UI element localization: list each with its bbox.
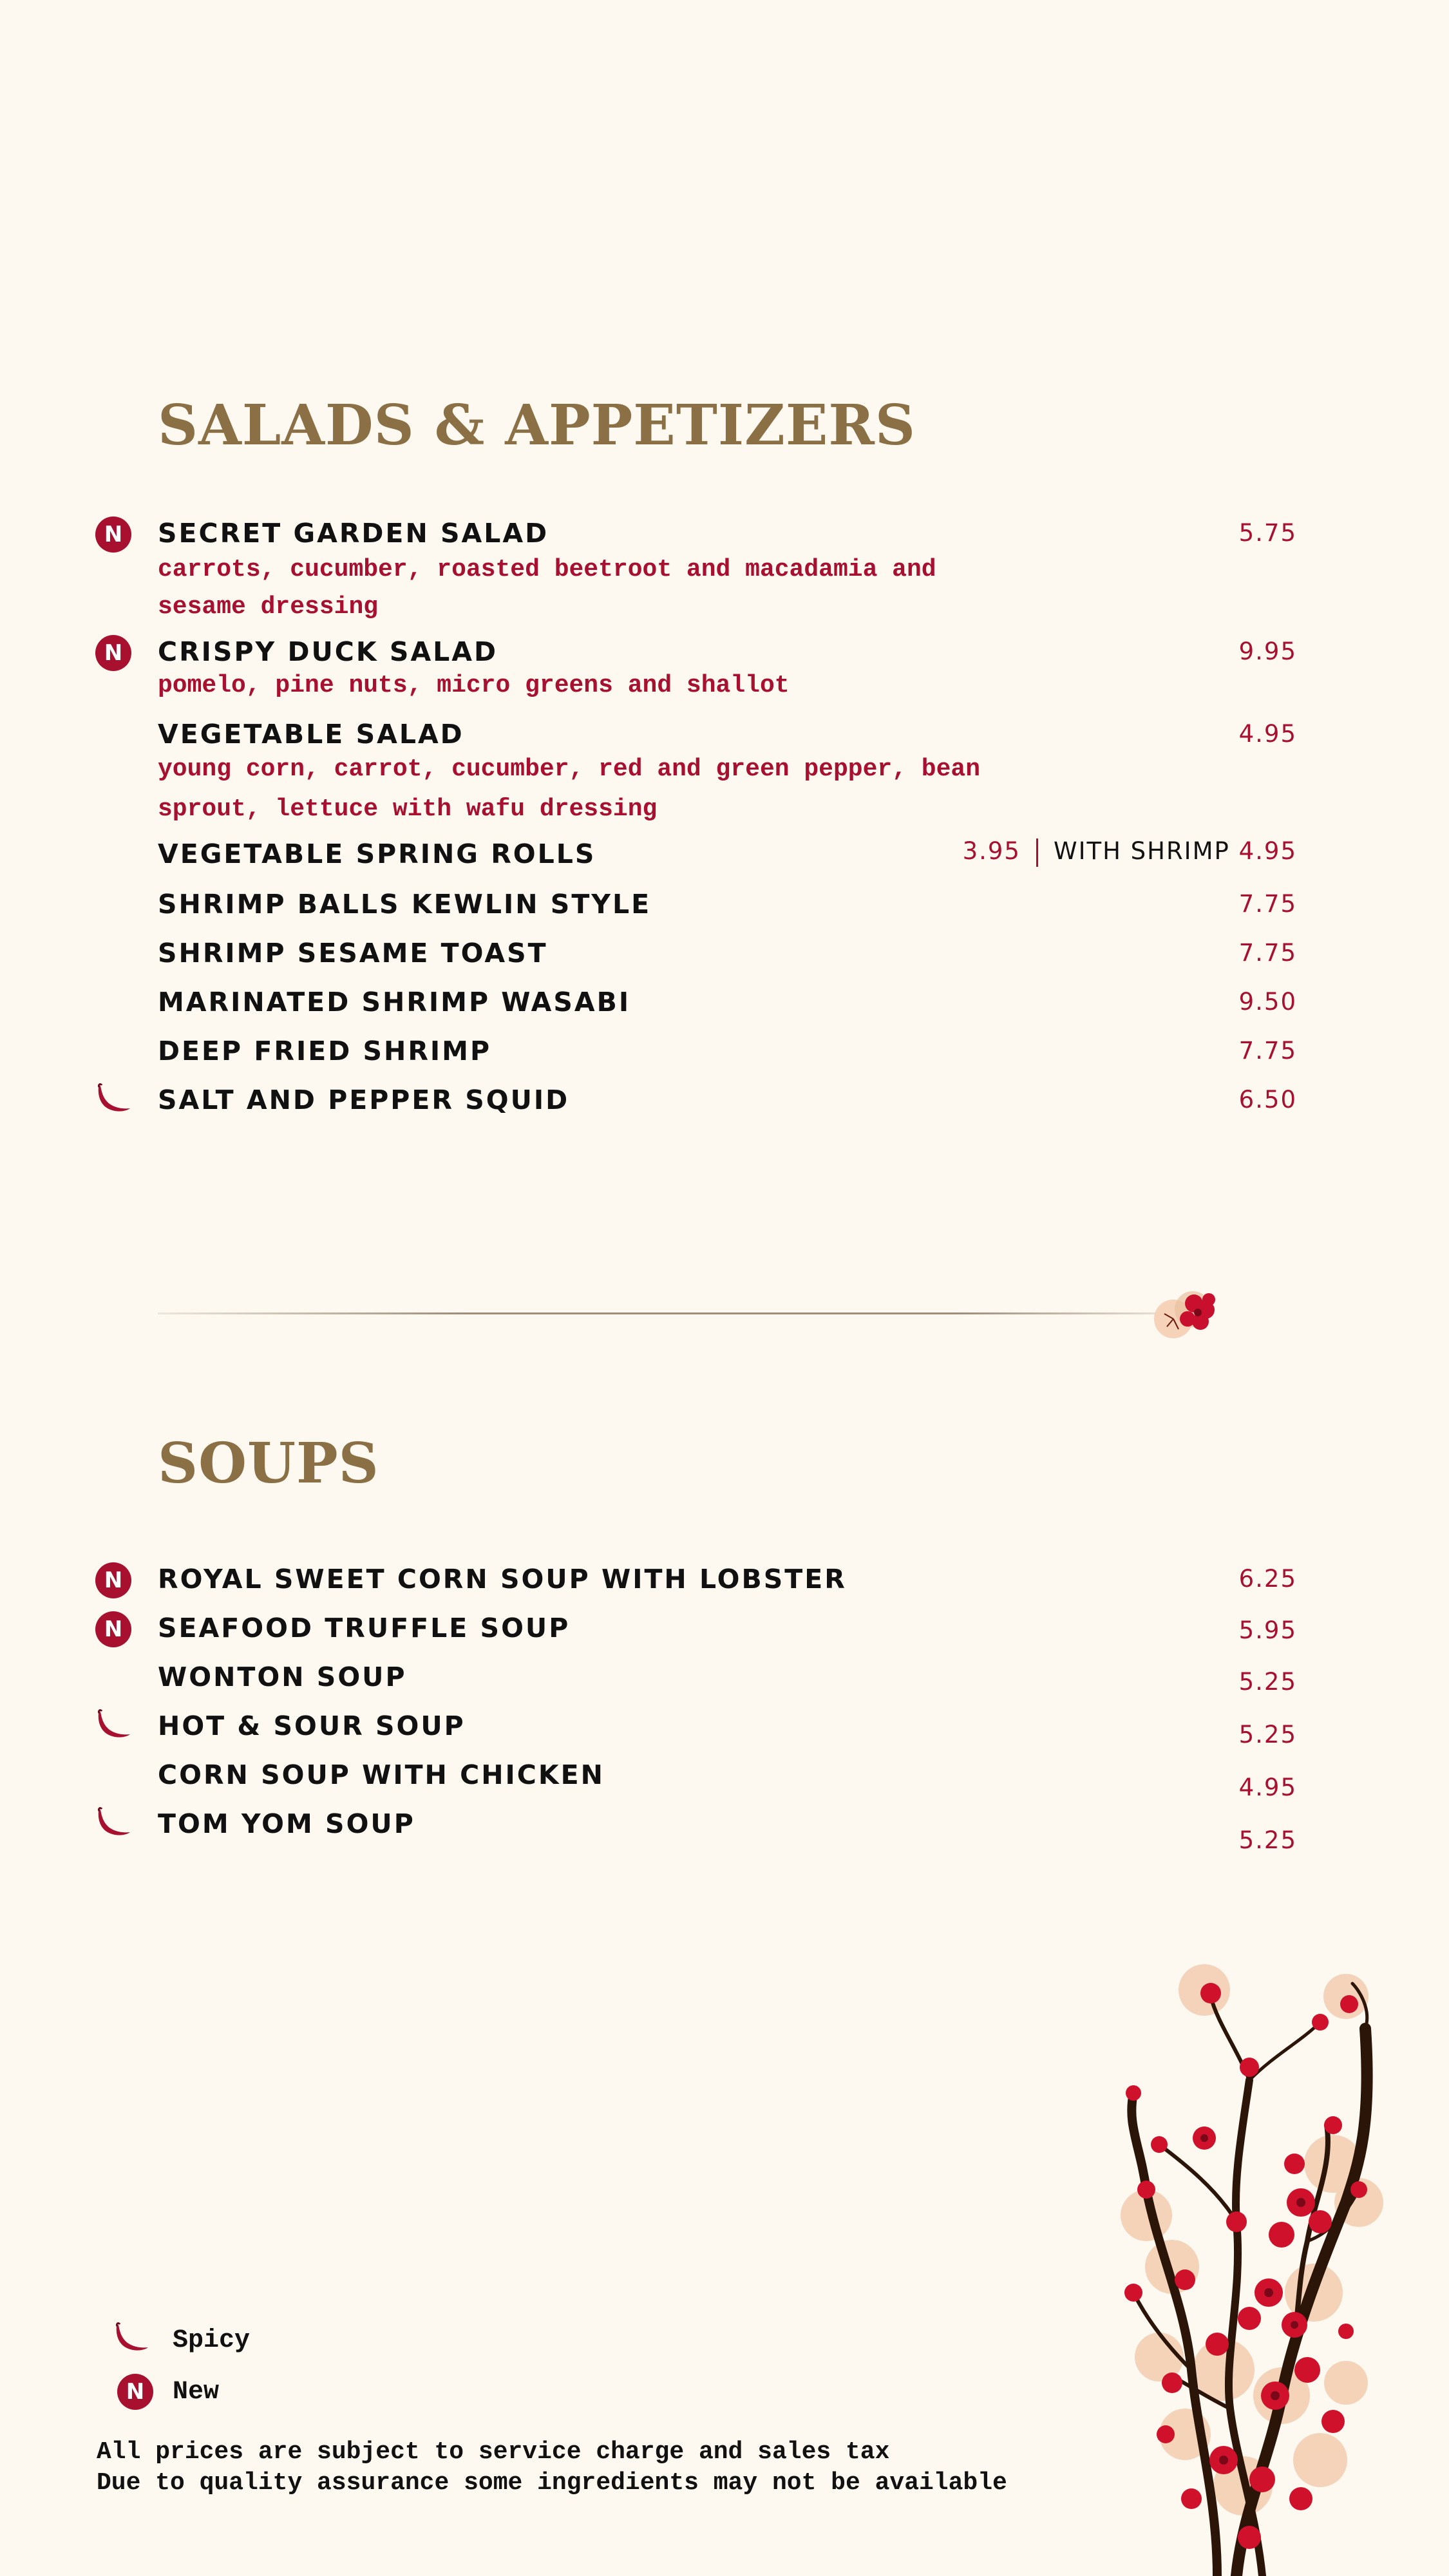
item-price: 6.50	[1238, 1086, 1297, 1113]
item-price-options	[963, 837, 1297, 867]
menu-item-hot-sour-soup	[0, 1708, 1449, 1748]
new-badge-icon: N	[95, 516, 131, 553]
item-description-line: carrots, cucumber, roasted beetroot and macadamia and	[158, 556, 936, 583]
item-name: VEGETABLE SPRING ROLLS	[158, 838, 596, 869]
item-name: ROYAL SWEET CORN SOUP WITH LOBSTER	[158, 1564, 847, 1595]
item-price: 5.95	[1238, 1616, 1297, 1644]
menu-item-royal-sweet-corn-soup	[0, 1561, 1449, 1595]
cherry-blossom-icon	[1088, 1932, 1397, 2576]
item-description-line: sprout, lettuce with wafu dressing	[158, 795, 658, 823]
new-badge-icon: N	[95, 1611, 131, 1647]
legend-new-label: New	[173, 2378, 220, 2407]
footer-note-quality: Due to quality assurance some ingredients may not be available	[97, 2469, 1007, 2497]
item-name: CORN SOUP WITH CHICKEN	[158, 1759, 605, 1790]
item-price: 7.75	[1238, 890, 1297, 918]
item-name: CRISPY DUCK SALAD	[158, 636, 498, 667]
item-description	[158, 750, 1111, 829]
item-name: SHRIMP BALLS KEWLIN STYLE	[158, 889, 652, 920]
item-price: 7.75	[1238, 939, 1297, 967]
item-description-line: young corn, carrot, cucumber, red and green pepper, bean	[158, 755, 981, 783]
item-price: 5.25	[1238, 1721, 1297, 1748]
menu-item-vegetable-spring-rolls	[0, 836, 1449, 869]
item-description-line: pomelo, pine nuts, micro greens and shallot	[158, 672, 790, 699]
item-price: 9.95	[1238, 638, 1297, 665]
section-title-soups: SOUPS	[158, 1431, 379, 1496]
menu-item-salt-pepper-squid	[0, 1082, 1449, 1115]
menu-item-vegetable-salad	[0, 716, 1449, 823]
chili-icon	[97, 1709, 133, 1739]
menu-item-shrimp-sesame-toast	[0, 935, 1449, 969]
chili-icon	[97, 1807, 133, 1837]
section-divider	[158, 1312, 1162, 1314]
item-description	[158, 667, 1111, 705]
new-badge-icon: N	[95, 635, 131, 671]
legend-spicy-label: Spicy	[173, 2326, 251, 2355]
item-price: 5.25	[1238, 1668, 1297, 1696]
menu-item-marinated-shrimp-wasabi	[0, 984, 1449, 1018]
new-badge-icon: N	[95, 1562, 131, 1598]
new-badge-icon: N	[117, 2374, 153, 2410]
item-price: 3.95	[962, 837, 1021, 865]
item-name: SECRET GARDEN SALAD	[158, 518, 549, 549]
item-name: MARINATED SHRIMP WASABI	[158, 987, 631, 1018]
item-option-label: WITH SHRIMP	[1053, 837, 1230, 865]
item-description-line: sesame dressing	[158, 593, 379, 621]
item-description	[158, 551, 1111, 626]
menu-item-wonton-soup	[0, 1659, 1449, 1696]
chili-icon	[115, 2322, 151, 2352]
item-name: HOT & SOUR SOUP	[158, 1710, 466, 1741]
item-price: 9.50	[1238, 988, 1297, 1016]
item-name: WONTON SOUP	[158, 1662, 407, 1692]
menu-item-shrimp-balls	[0, 886, 1449, 920]
cherry-blossom-icon	[1148, 1280, 1231, 1345]
menu-item-secret-garden-salad	[0, 515, 1449, 621]
item-name: SALT AND PEPPER SQUID	[158, 1084, 570, 1115]
item-name: SEAFOOD TRUFFLE SOUP	[158, 1613, 571, 1643]
menu-item-seafood-truffle-soup	[0, 1610, 1449, 1644]
section-title-salads: SALADS & APPETIZERS	[158, 393, 916, 458]
menu-item-deep-fried-shrimp	[0, 1033, 1449, 1066]
item-price: 5.75	[1238, 519, 1297, 547]
item-option-price: 4.95	[1238, 837, 1297, 865]
item-name: VEGETABLE SALAD	[158, 719, 464, 750]
item-price: 6.25	[1238, 1565, 1297, 1593]
item-price: 4.95	[1238, 720, 1297, 748]
item-price: 5.25	[1238, 1826, 1297, 1854]
item-name: DEEP FRIED SHRIMP	[158, 1036, 492, 1066]
item-price: 7.75	[1238, 1037, 1297, 1065]
footer-note-prices: All prices are subject to service charge and sales tax	[97, 2438, 890, 2466]
item-name: TOM YOM SOUP	[158, 1808, 415, 1839]
chili-icon	[97, 1083, 133, 1113]
item-name: SHRIMP SESAME TOAST	[158, 938, 548, 969]
price-separator	[1036, 838, 1038, 867]
item-price: 4.95	[1238, 1774, 1297, 1801]
